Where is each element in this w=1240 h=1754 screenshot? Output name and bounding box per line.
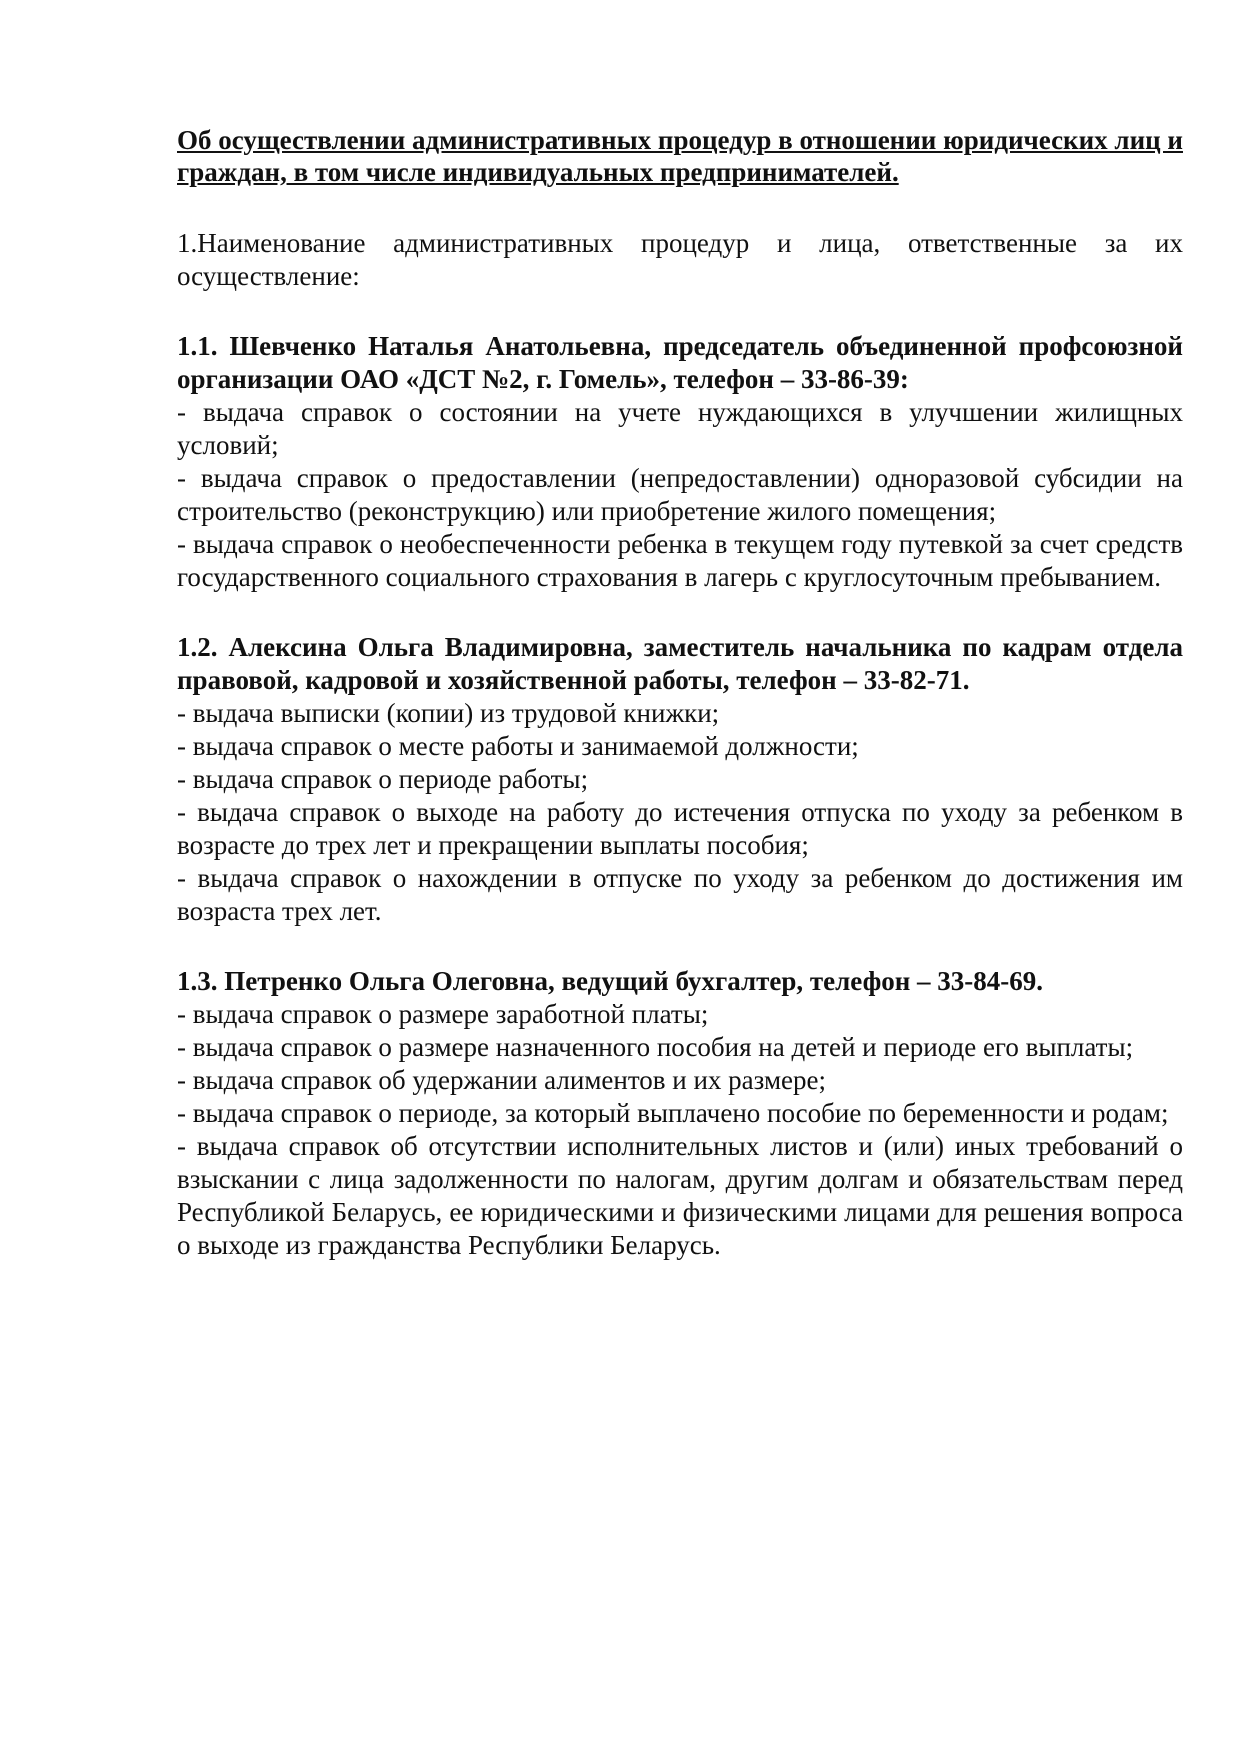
list-item: - выдача справок о месте работы и занимаемой должности; (177, 731, 859, 761)
section-heading: 1.2. Алексина Ольга Владимировна, заместитель начальника по кадрам отдела правовой, кадровой и хозяйственной работы, телефон – 33-82-71. (177, 632, 1183, 695)
list-item: - выдача справок о выходе на работу до истечения отпуска по уходу за ребенком в возрасте до трех лет и прекращении выплаты пособия; (177, 797, 1183, 860)
section-heading: 1.1. Шевченко Наталья Анатольевна, председатель объединенной профсоюзной организации ОАО «ДСТ №2, г. Гомель», телефон – 33-86-39: (177, 331, 1183, 394)
intro-paragraph: 1.Наименование административных процедур и лица, ответственные за их осуществление: (177, 228, 1183, 291)
list-item: - выдача справок о необеспеченности ребенка в текущем году путевкой за счет средств государственного социального страхования в лагерь с круглосуточным пребыванием. (177, 529, 1183, 592)
section-1-3 (177, 965, 1183, 1262)
document-title: Об осуществлении административных процедур в отношении юридических лиц и граждан, в том числе индивидуальных предпринимателей. (177, 125, 1183, 187)
list-item: - выдача справок о периоде, за который выплачено пособие по беременности и родам; (177, 1098, 1169, 1128)
procedure-list (177, 998, 1183, 1262)
list-item: - выдача справок об отсутствии исполнительных листов и (или) иных требований о взыскании с лица задолженности по налогам, другим долгам и обязательствам перед Республикой Беларусь, ее юридическими и физическими лицами для решения вопроса о выходе из гражданства Республики Беларусь. (177, 1131, 1183, 1260)
list-item: - выдача справок об удержании алиментов и их размере; (177, 1065, 827, 1095)
list-item: - выдача выписки (копии) из трудовой книжки; (177, 698, 720, 728)
list-item: - выдача справок о размере назначенного пособия на детей и периоде его выплаты; (177, 1032, 1134, 1062)
document-body (177, 124, 1183, 1262)
procedure-list (177, 697, 1183, 928)
list-item: - выдача справок о размере заработной платы; (177, 999, 709, 1029)
list-item: - выдача справок о предоставлении (непредоставлении) одноразовой субсидии на строительство (реконструкцию) или приобретение жилого помещения; (177, 463, 1183, 526)
list-item: - выдача справок о состоянии на учете нуждающихся в улучшении жилищных условий; (177, 397, 1183, 460)
section-1-1 (177, 330, 1183, 594)
procedure-list (177, 396, 1183, 594)
section-heading: 1.3. Петренко Ольга Олеговна, ведущий бухгалтер, телефон – 33-84-69. (177, 966, 1044, 996)
list-item: - выдача справок о периоде работы; (177, 764, 589, 794)
list-item: - выдача справок о нахождении в отпуске по уходу за ребенком до достижения им возраста трех лет. (177, 863, 1183, 926)
section-1-2 (177, 631, 1183, 928)
